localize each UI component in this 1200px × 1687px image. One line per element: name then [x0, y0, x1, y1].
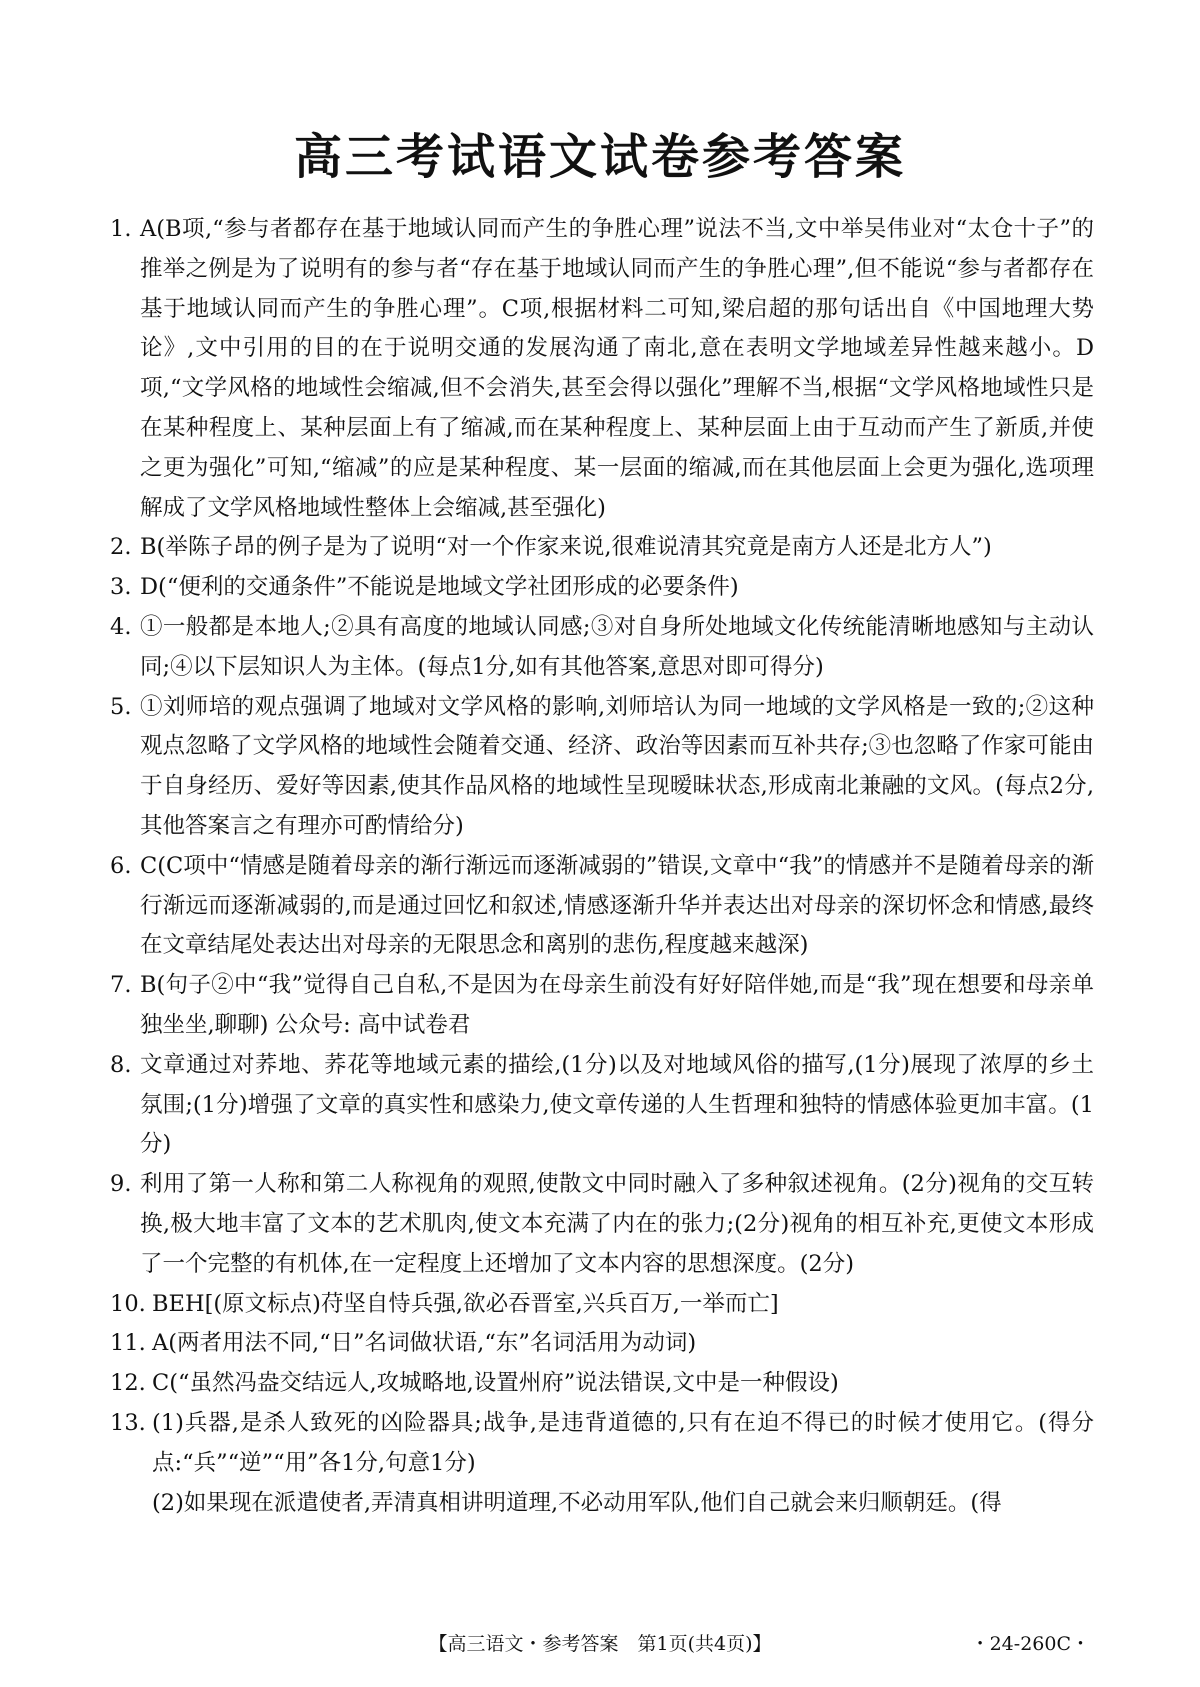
item-text: 文章通过对荞地、荞花等地域元素的描绘,(1分)以及对地域风俗的描写,(1分)展现了浓厚的乡土氛围;(1分)增强了文章的真实性和感染力,使文章传递的人生哲理和独特的情感体验更加丰富。(1分)	[140, 1051, 1094, 1158]
item-number: 10.	[110, 1290, 146, 1317]
item-text: B(举陈子昂的例子是为了说明“对一个作家来说,很难说清其究竟是南方人还是北方人”)	[140, 534, 992, 561]
item-number: 11.	[110, 1330, 146, 1357]
answer-item-7	[110, 966, 1094, 1046]
answer-list	[110, 210, 1094, 1523]
answer-item-6	[110, 847, 1094, 966]
footer-page-info: 【高三语文・参考答案 第1页(共4页)】	[428, 1633, 772, 1655]
answer-item-4	[110, 608, 1094, 688]
item-number: 4.	[110, 613, 132, 640]
answer-item-1	[110, 210, 1094, 528]
item-number: 12.	[110, 1370, 146, 1397]
answer-item-13	[110, 1404, 1094, 1523]
answer-item-8	[110, 1046, 1094, 1165]
answer-item-12	[110, 1364, 1094, 1404]
item-text: B(句子②中“我”觉得自己自私,不是因为在母亲生前没有好好陪伴她,而是“我”现在想要和母亲单独坐坐,聊聊) 公众号: 高中试卷君	[140, 972, 1094, 1038]
item-number: 7.	[110, 972, 132, 999]
answer-item-2	[110, 528, 1094, 568]
answer-item-11	[110, 1324, 1094, 1364]
item-number: 13.	[110, 1409, 146, 1436]
item-number: 5.	[110, 693, 132, 720]
item-text: C(“虽然冯盎交结远人,攻城略地,设置州府”说法错误,文中是一种假设)	[152, 1370, 839, 1397]
item-text: A(两者用法不同,“日”名词做状语,“东”名词活用为动词)	[152, 1330, 697, 1357]
item-number: 1.	[110, 216, 132, 242]
item-number: 3.	[110, 574, 132, 601]
item-text: A(B项,“参与者都存在基于地域认同而产生的争胜心理”说法不当,文中举吴伟业对“太仓十子”的推举之例是为了说明有的参与者“存在基于地域认同而产生的争胜心理”,但不能说“参与者都存在基于地域认同而产生的争胜心理”。C项,根据材料二可知,梁启超的那句话出自《中国地理大势论》,文中引用的目的在于说明交通的发展沟通了南北,意在表明文学地域差异性越来越小。D项,“文学风格的地域性会缩减,但不会消失,甚至会得以强化”理解不当,根据“文学风格地域性只是在某种程度上、某种层面上有了缩减,而在某种程度上、某种层面上由于互动而产生了新质,并使之更为强化”可知,“缩减”的应是某种程度、某一层面的缩减,而在其他层面上会更为强化,选项理解成了文学风格地域性整体上会缩减,甚至强化)	[140, 216, 1094, 521]
item-text: 利用了第一人称和第二人称视角的观照,使散文中同时融入了多种叙述视角。(2分)视角的交互转换,极大地丰富了文本的艺术肌肉,使文本充满了内在的张力;(2分)视角的相互补充,更使文本形成了一个完整的有机体,在一定程度上还增加了文本内容的思想深度。(2分)	[140, 1171, 1094, 1277]
item-text: BEH[(原文标点)苻坚自恃兵强,欲必吞晋室,兴兵百万,一举而亡]	[152, 1290, 779, 1317]
item-number: 9.	[110, 1171, 132, 1198]
item-number: 8.	[110, 1051, 132, 1078]
item-text: ①一般都是本地人;②具有高度的地域认同感;③对自身所处地域文化传统能清晰地感知与主动认同;④以下层知识人为主体。(每点1分,如有其他答案,意思对即可得分)	[140, 613, 1094, 680]
answer-item-10	[110, 1285, 1094, 1325]
item-subpart-1: (1)兵器,是杀人致死的凶险器具;战争,是违背道德的,只有在迫不得已的时候才使用它。(得分点:“兵”“逆”“用”各1分,句意1分)	[152, 1409, 1094, 1476]
item-number: 2.	[110, 534, 132, 561]
item-text: ①刘师培的观点强调了地域对文学风格的影响,刘师培认为同一地域的文学风格是一致的;②这种观点忽略了文学风格的地域性会随着交通、经济、政治等因素而互补共存;③也忽略了作家可能由于自身经历、爱好等因素,使其作品风格的地域性呈现暧昧状态,形成南北兼融的文风。(每点2分,其他答案言之有理亦可酌情给分)	[140, 693, 1094, 839]
footer-code: ・24-260C・	[970, 1633, 1090, 1655]
item-text: D(“便利的交通条件”不能说是地域文学社团形成的必要条件)	[140, 574, 739, 601]
item-number: 6.	[110, 852, 132, 879]
answer-item-9	[110, 1165, 1094, 1284]
item-subpart-2: (2)如果现在派遣使者,弄清真相讲明道理,不必动用军队,他们自己就会来归顺朝廷。(得	[152, 1489, 1002, 1516]
answer-item-5	[110, 688, 1094, 847]
answer-item-3	[110, 568, 1094, 608]
page-title: 高三考试语文试卷参考答案	[293, 129, 906, 185]
item-text: C(C项中“情感是随着母亲的渐行渐远而逐渐减弱的”错误,文章中“我”的情感并不是随着母亲的渐行渐远而逐渐减弱的,而是通过回忆和叙述,情感逐渐升华并表达出对母亲的深切怀念和情感,最终在文章结尾处表达出对母亲的无限思念和离别的悲伤,程度越来越深)	[140, 852, 1094, 959]
